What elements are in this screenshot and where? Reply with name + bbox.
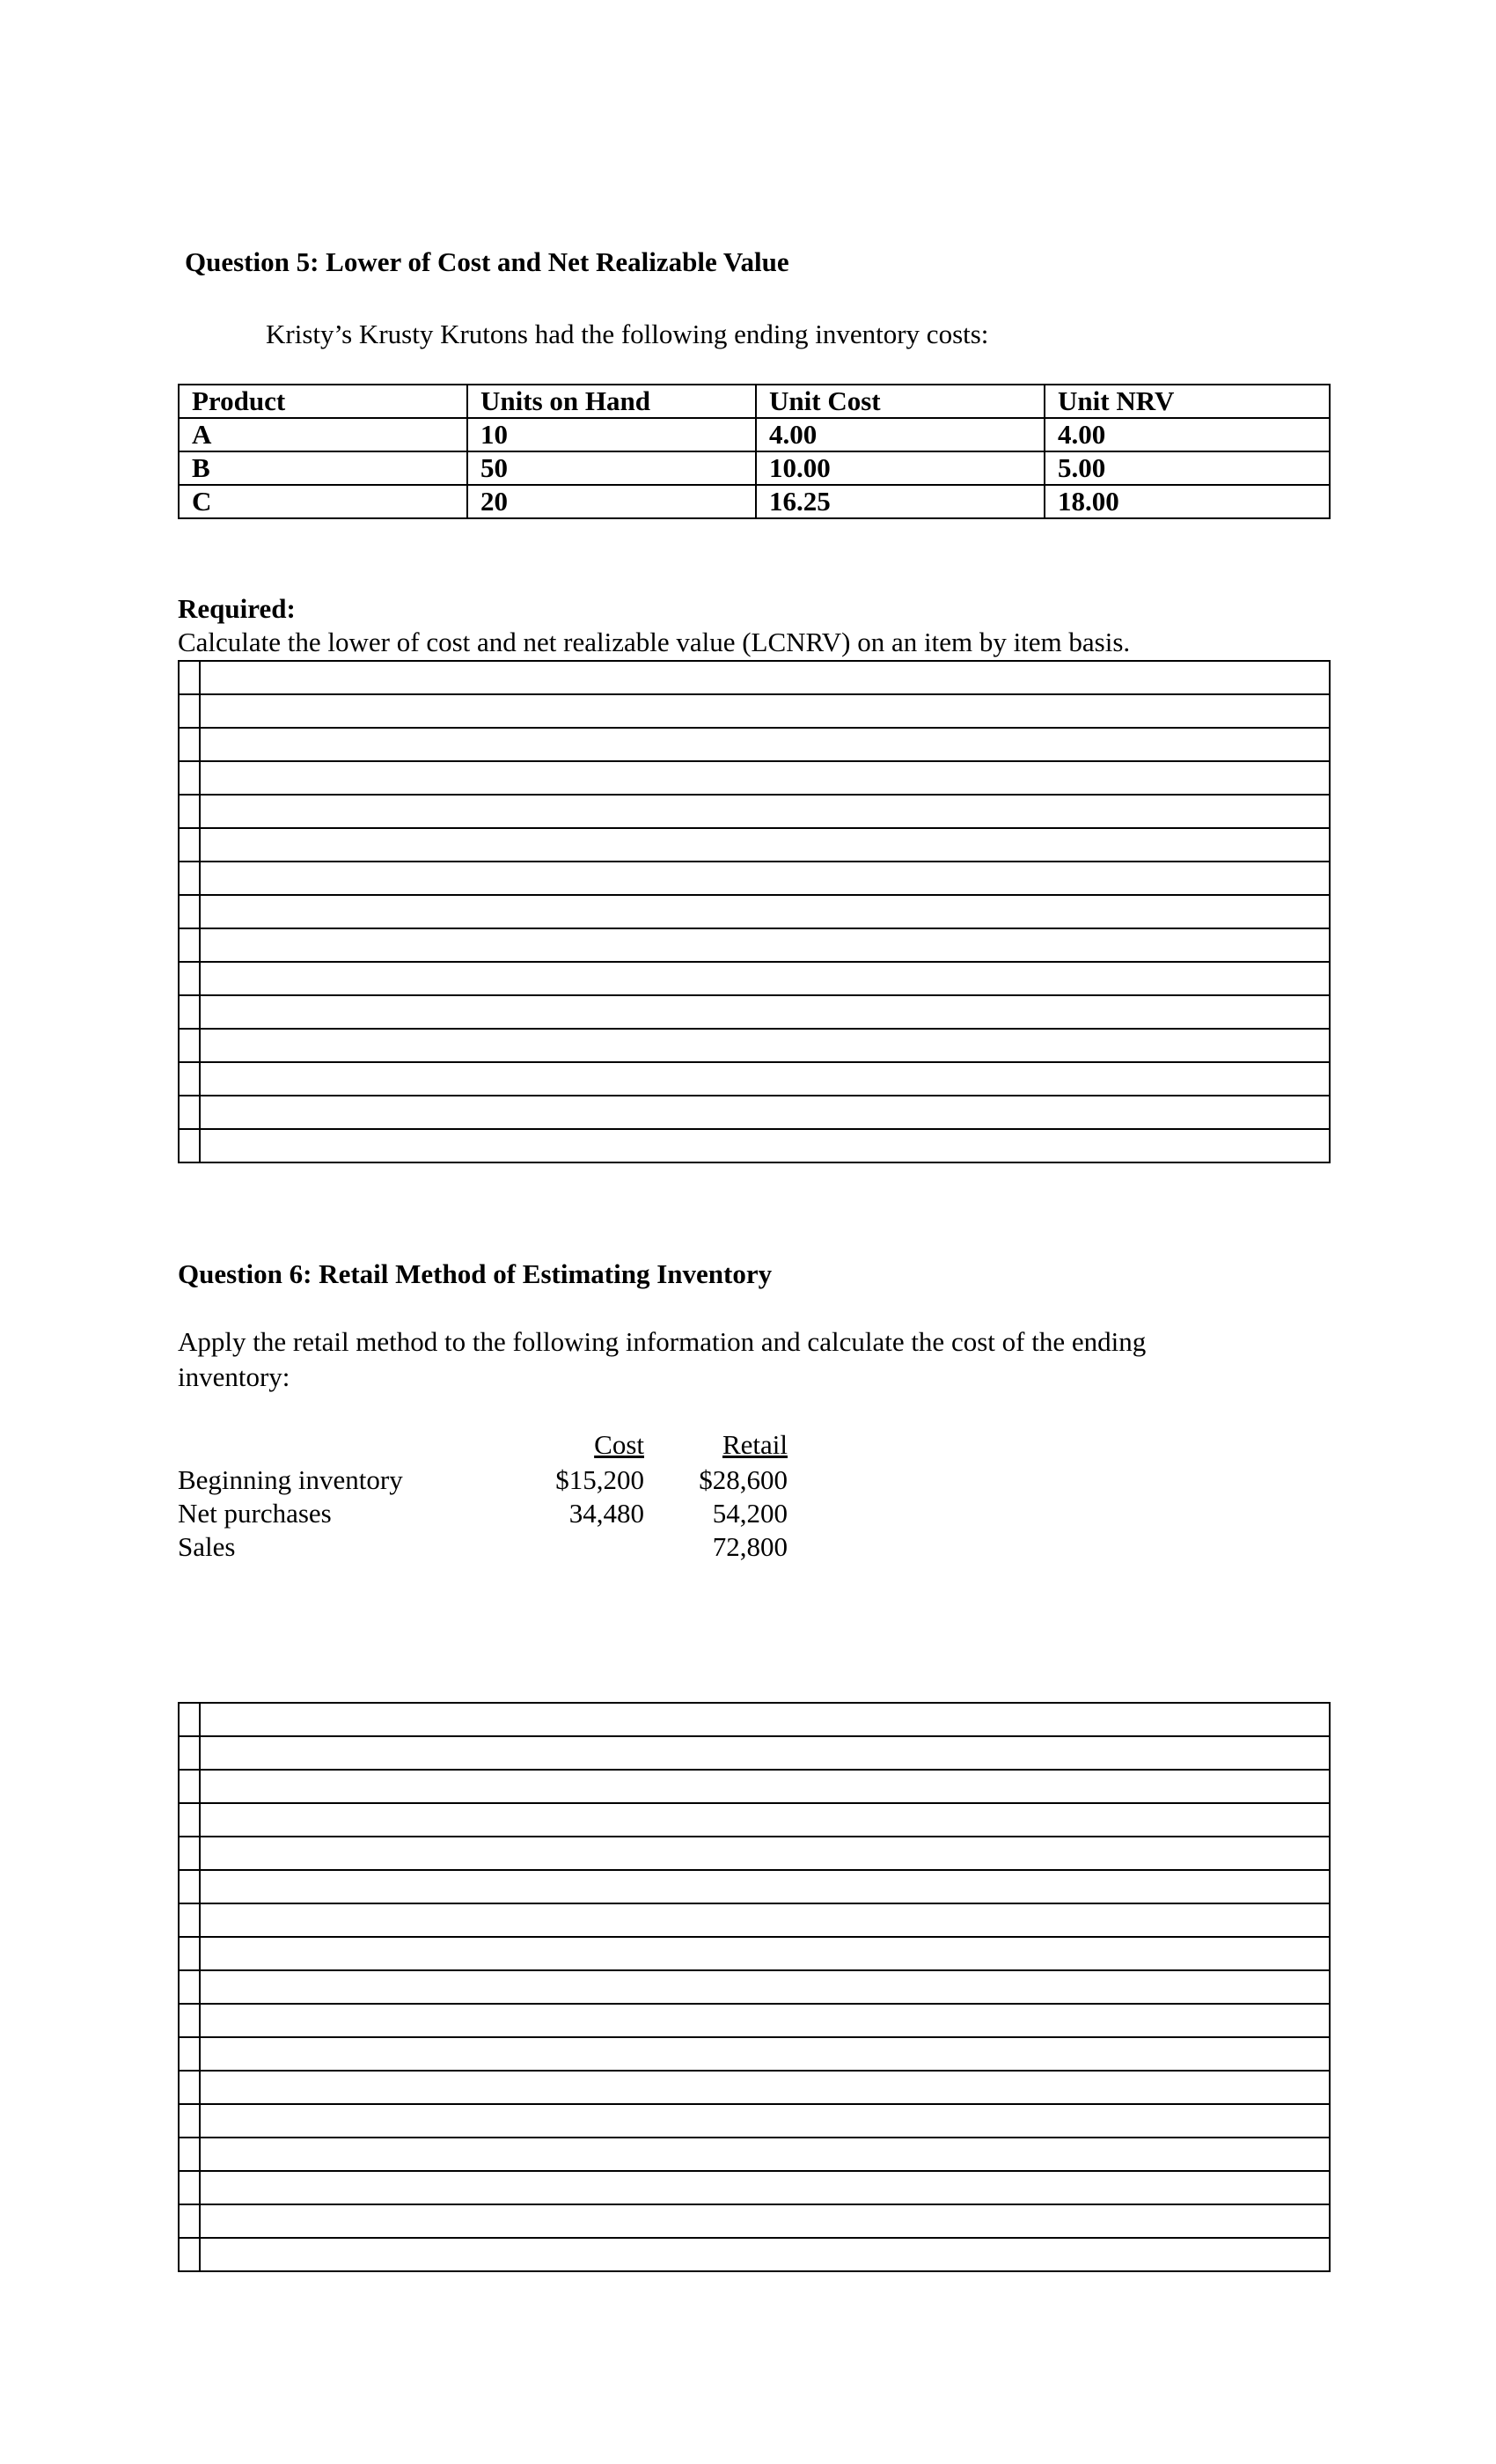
table-row xyxy=(179,451,1330,485)
answer-cell[interactable] xyxy=(200,1096,1330,1129)
answer-cell-margin[interactable] xyxy=(179,1736,200,1770)
answer-cell[interactable] xyxy=(200,1903,1330,1937)
row-retail-beginning: $28,600 xyxy=(699,1464,788,1495)
answer-cell-margin[interactable] xyxy=(179,1062,200,1096)
row-label-purchases: Net purchases xyxy=(178,1498,332,1529)
answer-cell-margin[interactable] xyxy=(179,1870,200,1903)
answer-row[interactable] xyxy=(179,2171,1330,2204)
answer-cell[interactable] xyxy=(200,962,1330,995)
inventory-table xyxy=(178,384,1331,519)
cell-product: A xyxy=(179,418,467,451)
answer-cell[interactable] xyxy=(200,2171,1330,2204)
q5-intro: Kristy’s Krusty Krutons had the following ending inventory costs: xyxy=(266,319,989,349)
answer-cell-margin[interactable] xyxy=(179,928,200,962)
cell-unit-cost: 16.25 xyxy=(756,485,1045,518)
answer-row[interactable] xyxy=(179,2071,1330,2104)
header-unit-cost: Unit Cost xyxy=(756,385,1045,418)
answer-cell-margin[interactable] xyxy=(179,1803,200,1837)
col-retail-header: Retail xyxy=(722,1429,788,1460)
answer-cell[interactable] xyxy=(200,2238,1330,2271)
answer-row[interactable] xyxy=(179,895,1330,928)
row-cost-beginning: $15,200 xyxy=(555,1464,644,1495)
q6-intro-line1: Apply the retail method to the following information and calculate the cost of the ending xyxy=(178,1326,1147,1357)
answer-cell[interactable] xyxy=(200,1736,1330,1770)
answer-grid-q6[interactable] xyxy=(178,1702,1331,2272)
row-label-beginning: Beginning inventory xyxy=(178,1464,403,1495)
answer-row[interactable] xyxy=(179,1903,1330,1937)
answer-cell-margin[interactable] xyxy=(179,1970,200,2004)
cell-unit-nrv: 5.00 xyxy=(1045,451,1330,485)
answer-cell[interactable] xyxy=(200,1870,1330,1903)
cell-unit-cost: 4.00 xyxy=(756,418,1045,451)
row-cost-purchases: 34,480 xyxy=(568,1498,644,1529)
answer-row[interactable] xyxy=(179,2138,1330,2171)
answer-row[interactable] xyxy=(179,1062,1330,1096)
answer-cell-margin[interactable] xyxy=(179,661,200,694)
answer-cell[interactable] xyxy=(200,828,1330,862)
answer-cell-margin[interactable] xyxy=(179,2138,200,2171)
cell-units: 10 xyxy=(467,418,756,451)
answer-cell-margin[interactable] xyxy=(179,995,200,1029)
answer-cell-margin[interactable] xyxy=(179,2104,200,2138)
cell-units: 20 xyxy=(467,485,756,518)
answer-row[interactable] xyxy=(179,1803,1330,1837)
cell-unit-nrv: 4.00 xyxy=(1045,418,1330,451)
answer-cell-margin[interactable] xyxy=(179,2071,200,2104)
answer-cell-margin[interactable] xyxy=(179,761,200,795)
answer-row[interactable] xyxy=(179,1703,1330,1736)
answer-cell-margin[interactable] xyxy=(179,1029,200,1062)
answer-cell-margin[interactable] xyxy=(179,1837,200,1870)
answer-cell[interactable] xyxy=(200,928,1330,962)
answer-row[interactable] xyxy=(179,1770,1330,1803)
answer-row[interactable] xyxy=(179,2004,1330,2037)
answer-cell-margin[interactable] xyxy=(179,2037,200,2071)
answer-row[interactable] xyxy=(179,1837,1330,1870)
answer-cell[interactable] xyxy=(200,2004,1330,2037)
answer-cell[interactable] xyxy=(200,2138,1330,2171)
answer-row[interactable] xyxy=(179,1937,1330,1970)
answer-cell-margin[interactable] xyxy=(179,2004,200,2037)
required-label: Required: xyxy=(178,593,296,624)
answer-cell[interactable] xyxy=(200,1970,1330,2004)
cell-product: C xyxy=(179,485,467,518)
answer-cell-margin[interactable] xyxy=(179,1096,200,1129)
answer-row[interactable] xyxy=(179,1029,1330,1062)
answer-row[interactable] xyxy=(179,694,1330,728)
answer-cell[interactable] xyxy=(200,995,1330,1029)
header-unit-nrv: Unit NRV xyxy=(1045,385,1330,418)
answer-cell-margin[interactable] xyxy=(179,1770,200,1803)
answer-cell-margin[interactable] xyxy=(179,2204,200,2238)
answer-cell[interactable] xyxy=(200,2104,1330,2138)
answer-cell[interactable] xyxy=(200,862,1330,895)
answer-row[interactable] xyxy=(179,862,1330,895)
answer-cell[interactable] xyxy=(200,1062,1330,1096)
answer-cell[interactable] xyxy=(200,694,1330,728)
answer-row[interactable] xyxy=(179,728,1330,761)
answer-row[interactable] xyxy=(179,2104,1330,2138)
answer-cell[interactable] xyxy=(200,795,1330,828)
answer-row[interactable] xyxy=(179,1129,1330,1162)
answer-row[interactable] xyxy=(179,2238,1330,2271)
cell-unit-cost: 10.00 xyxy=(756,451,1045,485)
answer-row[interactable] xyxy=(179,795,1330,828)
answer-row[interactable] xyxy=(179,962,1330,995)
answer-row[interactable] xyxy=(179,1736,1330,1770)
answer-cell-margin[interactable] xyxy=(179,795,200,828)
answer-row[interactable] xyxy=(179,661,1330,694)
answer-cell-margin[interactable] xyxy=(179,962,200,995)
table-row xyxy=(179,485,1330,518)
header-units: Units on Hand xyxy=(467,385,756,418)
answer-cell-margin[interactable] xyxy=(179,862,200,895)
row-retail-sales: 72,800 xyxy=(712,1531,788,1562)
answer-row[interactable] xyxy=(179,828,1330,862)
answer-cell-margin[interactable] xyxy=(179,1703,200,1736)
answer-cell[interactable] xyxy=(200,1129,1330,1162)
answer-cell[interactable] xyxy=(200,1803,1330,1837)
answer-cell[interactable] xyxy=(200,761,1330,795)
answer-cell-margin[interactable] xyxy=(179,2238,200,2271)
answer-cell[interactable] xyxy=(200,1770,1330,1803)
answer-cell[interactable] xyxy=(200,2037,1330,2071)
table-row xyxy=(179,418,1330,451)
answer-row[interactable] xyxy=(179,2204,1330,2238)
answer-cell-margin[interactable] xyxy=(179,694,200,728)
answer-row[interactable] xyxy=(179,928,1330,962)
answer-cell[interactable] xyxy=(200,2204,1330,2238)
header-product: Product xyxy=(179,385,467,418)
cell-unit-nrv: 18.00 xyxy=(1045,485,1330,518)
answer-row[interactable] xyxy=(179,1970,1330,2004)
cell-product: B xyxy=(179,451,467,485)
answer-cell-margin[interactable] xyxy=(179,728,200,761)
answer-cell-margin[interactable] xyxy=(179,828,200,862)
answer-cell-margin[interactable] xyxy=(179,2171,200,2204)
answer-cell[interactable] xyxy=(200,895,1330,928)
answer-cell[interactable] xyxy=(200,728,1330,761)
answer-cell-margin[interactable] xyxy=(179,1937,200,1970)
answer-row[interactable] xyxy=(179,761,1330,795)
answer-cell-margin[interactable] xyxy=(179,1129,200,1162)
answer-row[interactable] xyxy=(179,1096,1330,1129)
q6-title: Question 6: Retail Method of Estimating Inventory xyxy=(178,1258,773,1289)
q5-title: Question 5: Lower of Cost and Net Realizable Value xyxy=(185,246,789,277)
answer-row[interactable] xyxy=(179,2037,1330,2071)
answer-cell[interactable] xyxy=(200,2071,1330,2104)
answer-cell[interactable] xyxy=(200,1937,1330,1970)
answer-cell[interactable] xyxy=(200,1837,1330,1870)
col-cost-header: Cost xyxy=(594,1429,644,1460)
answer-cell[interactable] xyxy=(200,661,1330,694)
row-retail-purchases: 54,200 xyxy=(712,1498,788,1529)
answer-grid-q5[interactable] xyxy=(178,660,1331,1163)
answer-cell-margin[interactable] xyxy=(179,895,200,928)
answer-row[interactable] xyxy=(179,1870,1330,1903)
q6-intro-line2: inventory: xyxy=(178,1361,290,1392)
row-label-sales: Sales xyxy=(178,1531,236,1562)
required-text: Calculate the lower of cost and net realizable value (LCNRV) on an item by item basis. xyxy=(178,627,1131,657)
answer-row[interactable] xyxy=(179,995,1330,1029)
answer-cell[interactable] xyxy=(200,1029,1330,1062)
answer-cell[interactable] xyxy=(200,1703,1330,1736)
cell-units: 50 xyxy=(467,451,756,485)
table-header-row xyxy=(179,385,1330,418)
answer-cell-margin[interactable] xyxy=(179,1903,200,1937)
